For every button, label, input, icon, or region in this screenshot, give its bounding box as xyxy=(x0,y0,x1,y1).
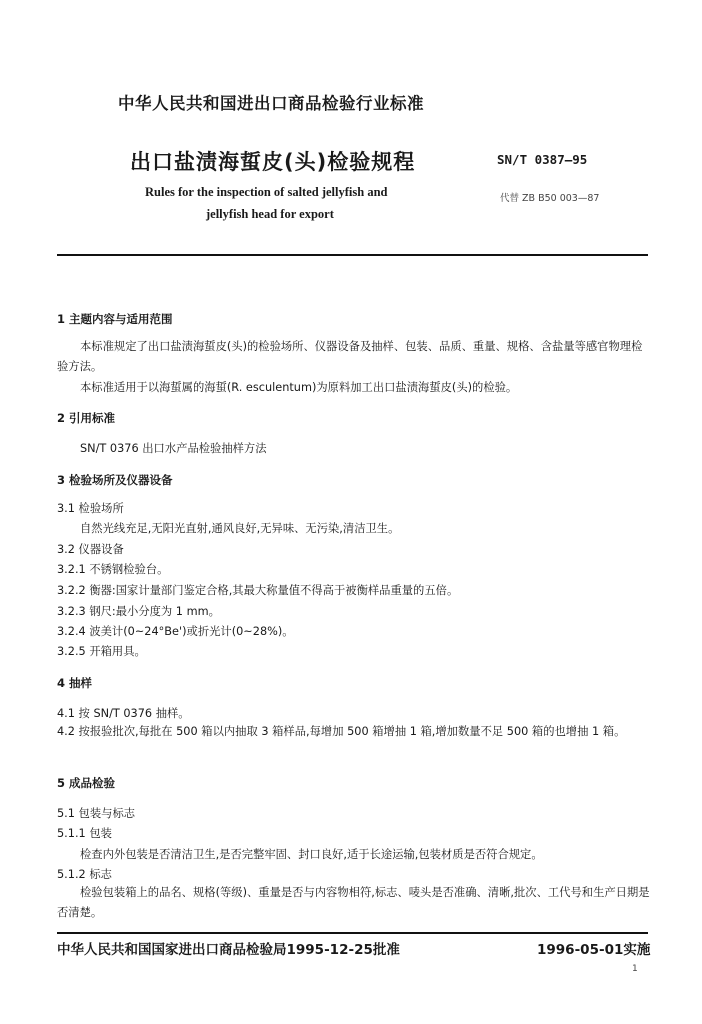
section-3-1-text: 自然光线充足,无阳光直射,通风良好,无异味、无污染,清洁卫生。 xyxy=(80,522,400,535)
section-1-paragraph-1: 本标准规定了出口盐渍海蜇皮(头)的检验场所、仪器设备及抽样、包装、品质、重量、规格、含盐量等感官物理检验方法。 xyxy=(57,340,643,373)
section-1-paragraph-2: 本标准适用于以海蜇属的海蜇(R. esculentum)为原料加工出口盐渍海蜇皮(头)的检验。 xyxy=(80,381,518,394)
standard-code: SN/T 0387—95 xyxy=(497,152,588,167)
section-4-2: 4.2 按报验批次,每批在 500 箱以内抽取 3 箱样品,每增加 500 箱增抽 1 箱,增加数量不足 500 箱的也增抽 1 箱。 xyxy=(57,725,626,738)
section-5-1-2-heading: 5.1.2 标志 xyxy=(57,868,112,881)
document-title: 出口盐渍海蜇皮(头)检验规程 xyxy=(130,150,416,174)
section-5-1-1-heading: 5.1.1 包装 xyxy=(57,827,112,840)
section-1-heading: 1 主题内容与适用范围 xyxy=(57,312,173,326)
footer-divider xyxy=(57,932,648,934)
replaces-standard: 代替 ZB B50 003—87 xyxy=(500,193,600,204)
section-4-1: 4.1 按 SN/T 0376 抽样。 xyxy=(57,707,190,720)
english-title-line-2: jellyfish head for export xyxy=(206,207,334,221)
header-divider xyxy=(57,254,648,256)
section-5-1-heading: 5.1 包装与标志 xyxy=(57,807,136,820)
section-3-2-4: 3.2.4 波美计(0~24°Be')或折光计(0~28%)。 xyxy=(57,625,294,638)
section-3-1-heading: 3.1 检验场所 xyxy=(57,502,124,515)
english-title-line-1: Rules for the inspection of salted jellyfish and xyxy=(145,185,388,199)
section-3-2-3: 3.2.3 钢尺:最小分度为 1 mm。 xyxy=(57,605,220,618)
approval-statement: 中华人民共和国国家进出口商品检验局1995-12-25批准 xyxy=(57,942,400,958)
section-3-2-2: 3.2.2 衡器:国家计量部门鉴定合格,其最大称量值不得高于被衡样品重量的五倍。 xyxy=(57,584,459,597)
section-3-2-5: 3.2.5 开箱用具。 xyxy=(57,645,146,658)
section-2-heading: 2 引用标准 xyxy=(57,411,116,425)
issuing-authority-header: 中华人民共和国进出口商品检验行业标准 xyxy=(118,94,424,113)
section-2-reference: SN/T 0376 出口水产品检验抽样方法 xyxy=(80,442,267,455)
section-3-2-heading: 3.2 仪器设备 xyxy=(57,543,124,556)
effective-date: 1996-05-01实施 xyxy=(537,942,651,958)
section-3-2-1: 3.2.1 不锈钢检验台。 xyxy=(57,563,169,576)
section-5-1-2-text: 检验包装箱上的品名、规格(等级)、重量是否与内容物相符,标志、唛头是否准确、清晰,批次、工代号和生产日期是否清楚。 xyxy=(57,886,650,919)
section-5-heading: 5 成品检验 xyxy=(57,776,116,790)
section-4-heading: 4 抽样 xyxy=(57,676,93,690)
page-number: 1 xyxy=(632,964,638,974)
section-5-1-1-text: 检查内外包装是否清洁卫生,是否完整牢固、封口良好,适于长途运输,包装材质是否符合规定。 xyxy=(80,848,543,861)
section-3-heading: 3 检验场所及仪器设备 xyxy=(57,473,173,487)
